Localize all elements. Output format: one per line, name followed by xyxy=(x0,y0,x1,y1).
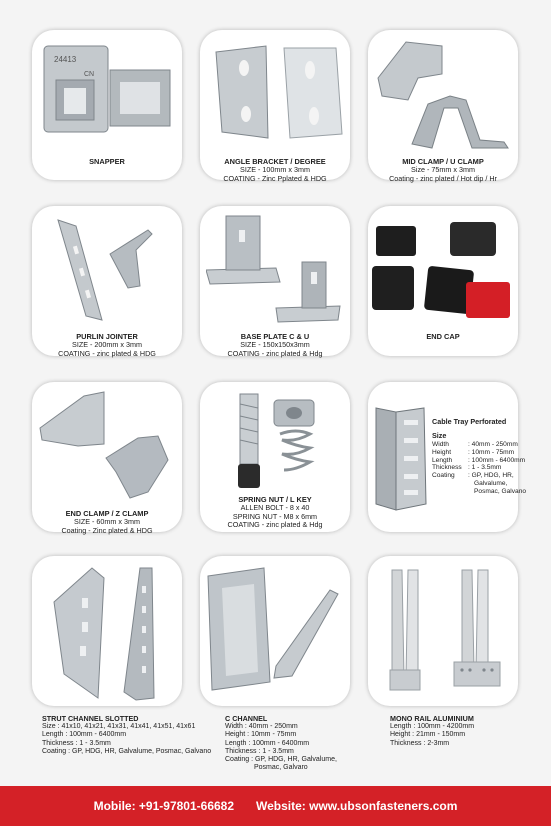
spec-value: : 10mm - 75mm xyxy=(468,448,515,456)
c-channel-image xyxy=(204,566,348,692)
product-coating: Coating : GP, HDG, HR, Galvalume, Posmac, Galvano xyxy=(42,747,212,755)
cable-tray-title xyxy=(432,418,506,426)
cable-tray-spec-list xyxy=(432,441,526,496)
product-title: BASE PLATE C & U xyxy=(240,332,310,341)
product-title: SNAPPER xyxy=(89,157,125,166)
caption-mid-clamp xyxy=(368,158,518,183)
caption-c-channel xyxy=(225,715,337,772)
size-heading: Size xyxy=(432,431,447,440)
spec-key: Coating xyxy=(432,472,455,480)
spec-row xyxy=(432,464,526,472)
product-length: Length : 100mm - 6400mm xyxy=(42,731,127,739)
mobile-number[interactable]: Mobile: +91-97801-66682 xyxy=(93,799,235,813)
product-coating-cont: Posmac, Galvaro xyxy=(254,764,308,772)
strut-channel-image xyxy=(44,562,174,702)
snapper-image xyxy=(40,40,176,140)
product-line2: SPRING NUT - M8 x 6mm xyxy=(232,511,318,521)
caption-strut-channel xyxy=(42,715,211,756)
product-title: C CHANNEL xyxy=(225,714,268,723)
spec-key xyxy=(432,488,468,496)
caption-mono-rail xyxy=(390,715,474,748)
product-coating: COATING - zinc plated & HDG xyxy=(58,348,156,358)
product-title: MONO RAIL ALUMINIUM xyxy=(390,714,474,723)
product-size: Size : 41x10, 41x21, 41x31, 41x41, 41x51, 41x61 xyxy=(42,723,196,731)
mid-clamp-image xyxy=(372,38,514,150)
base-plate-image xyxy=(206,212,346,324)
product-length: Length : 100mm - 4200mm xyxy=(390,723,475,731)
snapper-stamp-code: CN xyxy=(84,71,95,78)
caption-purlin-jointer xyxy=(32,333,182,358)
product-length: Length : 100mm - 6400mm xyxy=(225,739,310,747)
product-size: SIZE - 60mm x 3mm xyxy=(74,517,140,527)
product-coating: Coating - zinc plated / Hot dip / Hr xyxy=(389,173,497,183)
spec-row xyxy=(432,488,526,496)
spring-nut-image xyxy=(226,390,326,494)
caption-angle-bracket xyxy=(200,158,350,183)
caption-base-plate xyxy=(200,333,350,358)
spec-row xyxy=(432,457,526,465)
product-thickness: Thickness : 1 - 3.5mm xyxy=(225,747,294,755)
end-cap-image xyxy=(370,218,516,324)
cable-tray-size-heading xyxy=(432,432,446,440)
product-title: STRUT CHANNEL SLOTTED xyxy=(42,714,139,723)
caption-end-cap xyxy=(368,333,518,341)
spec-key xyxy=(432,480,468,488)
contact-footer xyxy=(0,786,551,826)
product-title: Cable Tray Perforated xyxy=(432,417,507,426)
product-coating: Coating : GP, HDG, HR, Galvalume, xyxy=(225,756,337,764)
product-coating: COATING - zinc plated & Hdg xyxy=(227,520,323,530)
product-title: END CLAMP / Z CLAMP xyxy=(65,509,149,518)
product-title: MID CLAMP / U CLAMP xyxy=(402,157,484,166)
end-clamp-image xyxy=(38,388,178,500)
product-size: Size - 75mm x 3mm xyxy=(411,165,475,175)
cable-tray-image xyxy=(374,404,430,512)
spec-key: Length xyxy=(432,456,453,464)
product-thickness: Thickness : 1 - 3.5mm xyxy=(42,739,111,747)
product-size: SIZE - 100mm x 3mm xyxy=(240,165,310,175)
product-coating: COATING - Zinc Pplated & HDG xyxy=(223,173,327,183)
product-thickness: Thickness : 2-3mm xyxy=(390,739,450,747)
product-width: Width : 40mm - 250mm xyxy=(225,723,298,731)
caption-snapper xyxy=(32,158,182,166)
purlin-jointer-image xyxy=(48,216,168,326)
product-coating: Coating - Zinc plated & HDG xyxy=(61,525,153,535)
spec-key: Thickness xyxy=(432,464,462,472)
product-size: SIZE - 150x150x3mm xyxy=(240,340,310,350)
product-size: SIZE - 200mm x 3mm xyxy=(72,340,142,350)
spec-value: : 1 - 3.5mm xyxy=(468,464,502,472)
spec-row xyxy=(432,472,526,480)
product-height: Height : 21mm - 150mm xyxy=(390,731,466,739)
product-coating: COATING - zinc plated & Hdg xyxy=(227,348,323,358)
snapper-stamp-text: 24413 xyxy=(54,55,77,64)
product-title: SPRING NUT / L KEY xyxy=(238,495,312,504)
product-title: ANGLE BRACKET / DEGREE xyxy=(224,157,326,166)
spec-value: : 100mm - 6400mm xyxy=(468,456,526,464)
product-height: Height : 10mm - 75mm xyxy=(225,731,297,739)
caption-spring-nut xyxy=(200,496,350,530)
spec-value: : 40mm - 250mm xyxy=(468,441,518,448)
product-line1: ALLEN BOLT - 8 x 40 xyxy=(240,503,310,513)
mono-rail-image xyxy=(378,566,508,696)
spec-row xyxy=(432,480,526,488)
spec-value: : GP, HDG, HR, xyxy=(468,472,514,480)
spec-row xyxy=(432,449,526,457)
angle-bracket-image xyxy=(206,42,346,142)
website-link[interactable]: Website: www.ubsonfasteners.com xyxy=(256,799,458,813)
spec-key: Width xyxy=(432,441,449,448)
product-title: END CAP xyxy=(426,332,460,341)
spec-value: Galvalume, xyxy=(474,479,508,487)
product-title: PURLIN JOINTER xyxy=(76,332,138,341)
caption-end-clamp xyxy=(32,510,182,535)
spec-value: Posmac, Galvano xyxy=(474,487,527,495)
spec-row xyxy=(432,441,526,449)
spec-key: Height xyxy=(432,448,452,456)
